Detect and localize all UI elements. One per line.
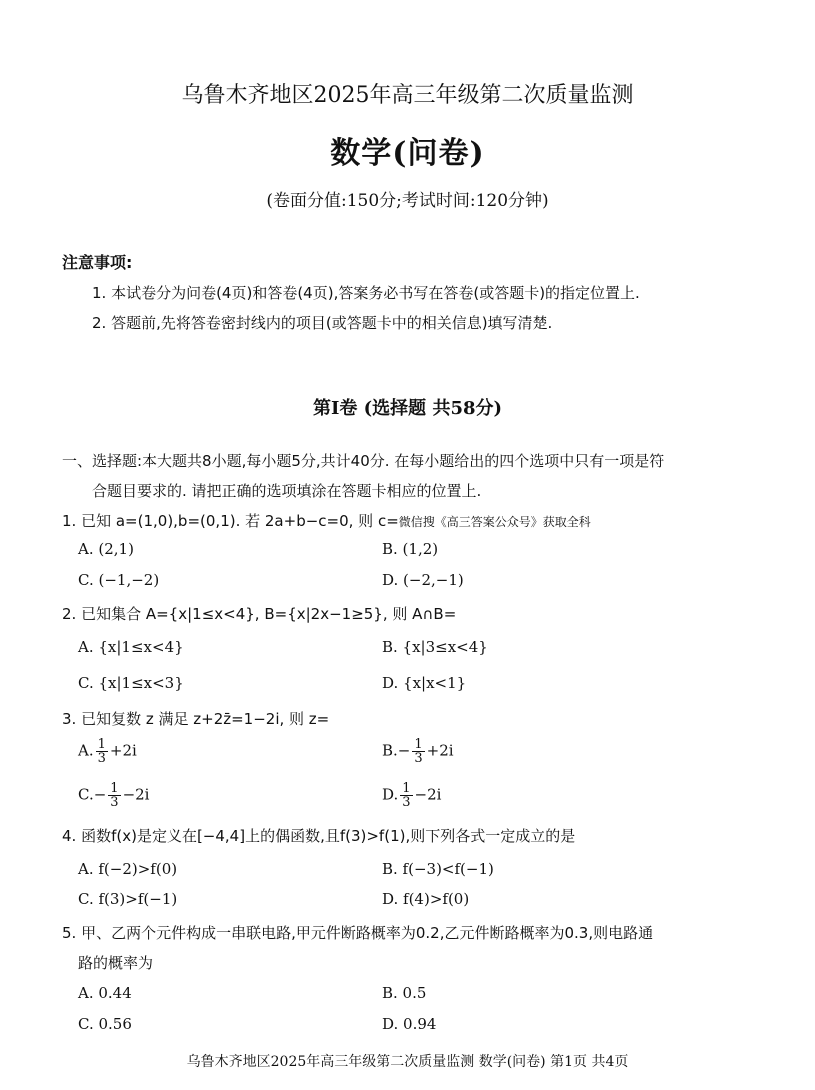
q1-option-a: A. (2,1): [78, 540, 134, 558]
note-item: 1. 本试卷分为问卷(4页)和答卷(4页),答案务必书写在答卷(或答题卡)的指定位置上.: [92, 284, 640, 302]
q4-option-d: D. f(4)>f(0): [382, 890, 470, 908]
q2-option-a: A. {x|1≤x<4}: [78, 638, 184, 656]
q2-option-d: D. {x|x<1}: [382, 674, 467, 692]
q1-option-d: D. (−2,−1): [382, 571, 464, 589]
part-intro-line2: 合题目要求的. 请把正确的选项填涂在答题卡相应的位置上.: [92, 482, 482, 500]
q1-option-b: B. (1,2): [382, 540, 439, 558]
q5-option-b: B. 0.5: [382, 984, 427, 1002]
question-5-stem: 5. 甲、乙两个元件构成一串联电路,甲元件断路概率为0.2,乙元件断路概率为0.3,则电路通: [62, 924, 654, 942]
q2-option-b: B. {x|3≤x<4}: [382, 638, 488, 656]
question-2-stem: 2. 已知集合 A={x|1≤x<4}, B={x|2x−1≥5}, 则 A∩B=: [62, 605, 457, 623]
note-item: 2. 答题前,先将答卷密封线内的项目(或答题卡中的相关信息)填写清楚.: [92, 314, 553, 332]
q4-option-c: C. f(3)>f(−1): [78, 890, 178, 908]
q2-option-c: C. {x|1≤x<3}: [78, 674, 184, 692]
part-intro-line1: 一、选择题:本大题共8小题,每小题5分,共计40分. 在每小题给出的四个选项中只有一项是符: [62, 452, 665, 470]
q4-option-a: A. f(−2)>f(0): [78, 860, 178, 878]
notes-heading: 注意事项:: [62, 253, 133, 272]
q5-option-a: A. 0.44: [78, 984, 132, 1002]
watermark-text: 微信搜《高三答案公众号》获取全科: [398, 515, 591, 529]
question-1-stem: 1. 已知 a=(1,0),b=(0,1). 若 2a+b−c=0, 则 c=: [62, 512, 399, 530]
q5-option-c: C. 0.56: [78, 1015, 132, 1033]
q3-option-c: C.− $\frac{1}{3}$ −2i: [78, 781, 150, 810]
question-3-stem: 3. 已知复数 z 满足 z+2z̄=1−2i, 则 z=: [62, 710, 330, 728]
q3-option-a: A. $\frac{1}{3}$ +2i: [78, 737, 137, 766]
q5-option-d: D. 0.94: [382, 1015, 437, 1033]
q3-option-b: B.− $\frac{1}{3}$ +2i: [382, 737, 454, 766]
q3-option-d: D. $\frac{1}{3}$ −2i: [382, 781, 442, 810]
question-1: [62, 510, 591, 531]
question-4-stem: 4. 函数f(x)是定义在[−4,4]上的偶函数,且f(3)>f(1),则下列各式一定成立的是: [62, 827, 576, 845]
exam-title: 乌鲁木齐地区2025年高三年级第二次质量监测: [181, 83, 634, 108]
page-footer: 乌鲁木齐地区2025年高三年级第二次质量监测 数学(问卷) 第1页 共4页: [186, 1054, 629, 1070]
q4-option-b: B. f(−3)<f(−1): [382, 860, 494, 878]
question-5-stem-cont: 路的概率为: [78, 954, 154, 972]
subject-title: 数学(问卷): [330, 136, 485, 171]
section-heading: 第Ⅰ卷 (选择题 共58分): [312, 398, 503, 419]
exam-meta: (卷面分值:150分;考试时间:120分钟): [266, 191, 549, 211]
q1-option-c: C. (−1,−2): [78, 571, 160, 589]
